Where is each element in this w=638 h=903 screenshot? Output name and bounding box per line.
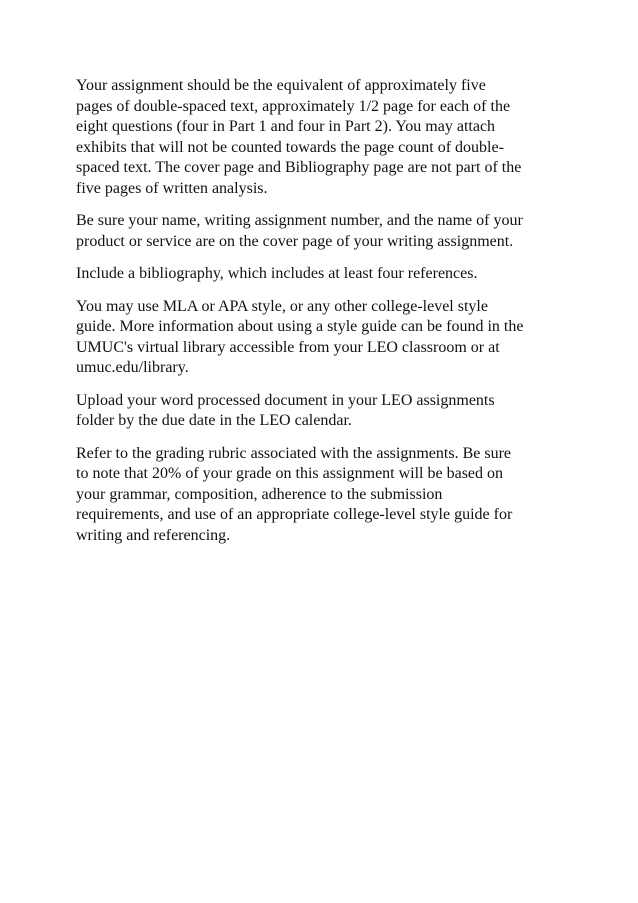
text-line: Be sure your name, writing assignment number, and the name of your — [76, 212, 523, 229]
text-line: You may use MLA or APA style, or any other college-level style — [76, 297, 488, 315]
paragraph-grading-rubric — [76, 444, 576, 547]
text-line: Refer to the grading rubric associated with the assignments. Be sure — [76, 444, 511, 462]
text-line: folder by the due date in the LEO calendar. — [76, 412, 352, 429]
text-line: Include a bibliography, which includes at least four references. — [76, 265, 478, 282]
document-body — [76, 76, 576, 558]
text-line: five pages of written analysis. — [76, 179, 268, 197]
text-line: to note that 20% of your grade on this assignment will be based on — [76, 465, 504, 482]
text-line: exhibits that will not be counted towards the page count of double- — [76, 138, 504, 156]
paragraph-bibliography — [76, 264, 576, 285]
paragraph-upload — [76, 391, 576, 432]
text-line: product or service are on the cover page of your writing assignment. — [76, 232, 514, 250]
text-line: pages of double-spaced text, approximately 1/2 page for each of the — [76, 97, 511, 115]
text-line: eight questions (four in Part 1 and four in Part 2). You may attach — [76, 118, 496, 135]
text-line: UMUC's virtual library accessible from your LEO classroom or at — [76, 338, 500, 356]
text-line: writing and referencing. — [76, 526, 231, 544]
text-line: your grammar, composition, adherence to the submission — [76, 485, 443, 503]
text-line: umuc.edu/library. — [76, 359, 189, 376]
text-line: requirements, and use of an appropriate college-level style guide for — [76, 506, 513, 523]
paragraph-style-guide — [76, 297, 576, 379]
text-line: guide. More information about using a style guide can be found in the — [76, 318, 524, 335]
text-line: Your assignment should be the equivalent of approximately five — [76, 77, 486, 94]
paragraph-assignment-length — [76, 76, 576, 199]
paragraph-cover-page — [76, 211, 576, 252]
text-line: Upload your word processed document in your LEO assignments — [76, 391, 495, 409]
text-line: spaced text. The cover page and Bibliography page are not part of the — [76, 159, 522, 176]
